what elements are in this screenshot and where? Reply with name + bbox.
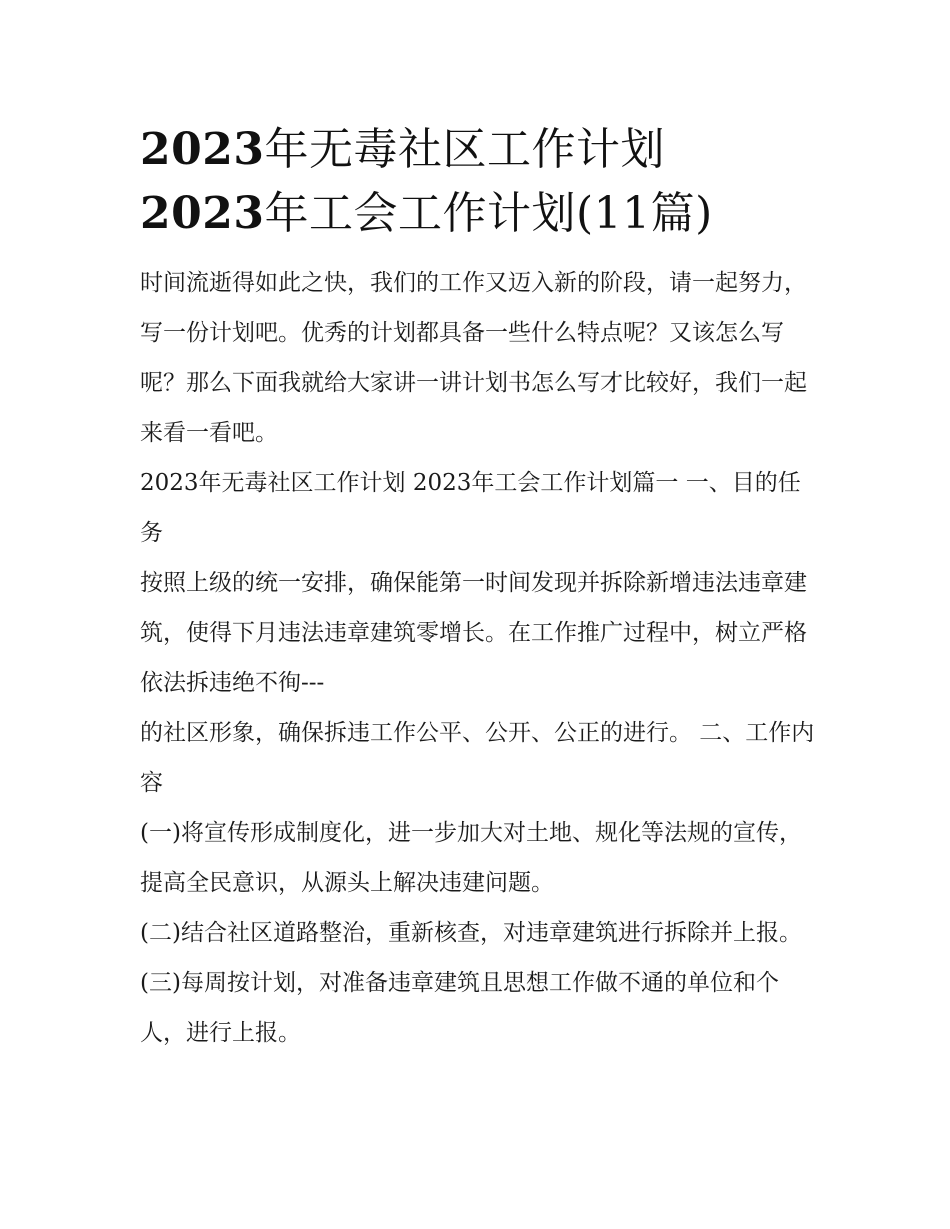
paragraph: 的社区形象，确保拆违工作公平、公开、公正的进行。 二、工作内容: [140, 720, 815, 796]
paragraph: (二)结合社区道路整治，重新核查，对违章建筑进行拆除并上报。 (三)每周按计划，对准备违章建筑且思想工作做不通的单位和个人，进行上报。: [140, 920, 802, 1046]
document-title: [140, 118, 820, 246]
document-content: [140, 118, 820, 1058]
paragraph-heading: 2023年无毒社区工作计划 2023年工会工作计划篇一 一、目的任务: [140, 470, 801, 546]
paragraph-intro: 时间流逝得如此之快，我们的工作又迈入新的阶段，请一起努力，写一份计划吧。优秀的计划都具备一些什么特点呢？又该怎么写呢？那么下面我就给大家讲一讲计划书怎么写才比较好，我们一起来看一看吧。: [140, 270, 807, 446]
title-text: 年工会工作计划(11篇): [264, 188, 713, 239]
title-year: 2023: [140, 124, 265, 175]
paragraph: (一)将宣传形成制度化，进一步加大对土地、规化等法规的宣传，提高全民意识，从源头上解决违建问题。: [140, 820, 802, 896]
title-year: 2023: [140, 188, 265, 239]
title-text: 年无毒社区工作计划: [264, 124, 665, 175]
title-line-1: [140, 118, 820, 182]
paragraph: 按照上级的统一安排，确保能第一时间发现并拆除新增违法违章建筑，使得下月违法违章建筑零增长。在工作推广过程中，树立严格依法拆违绝不徇---: [140, 570, 807, 696]
document-body: [140, 258, 820, 1058]
title-line-2: [140, 182, 820, 246]
